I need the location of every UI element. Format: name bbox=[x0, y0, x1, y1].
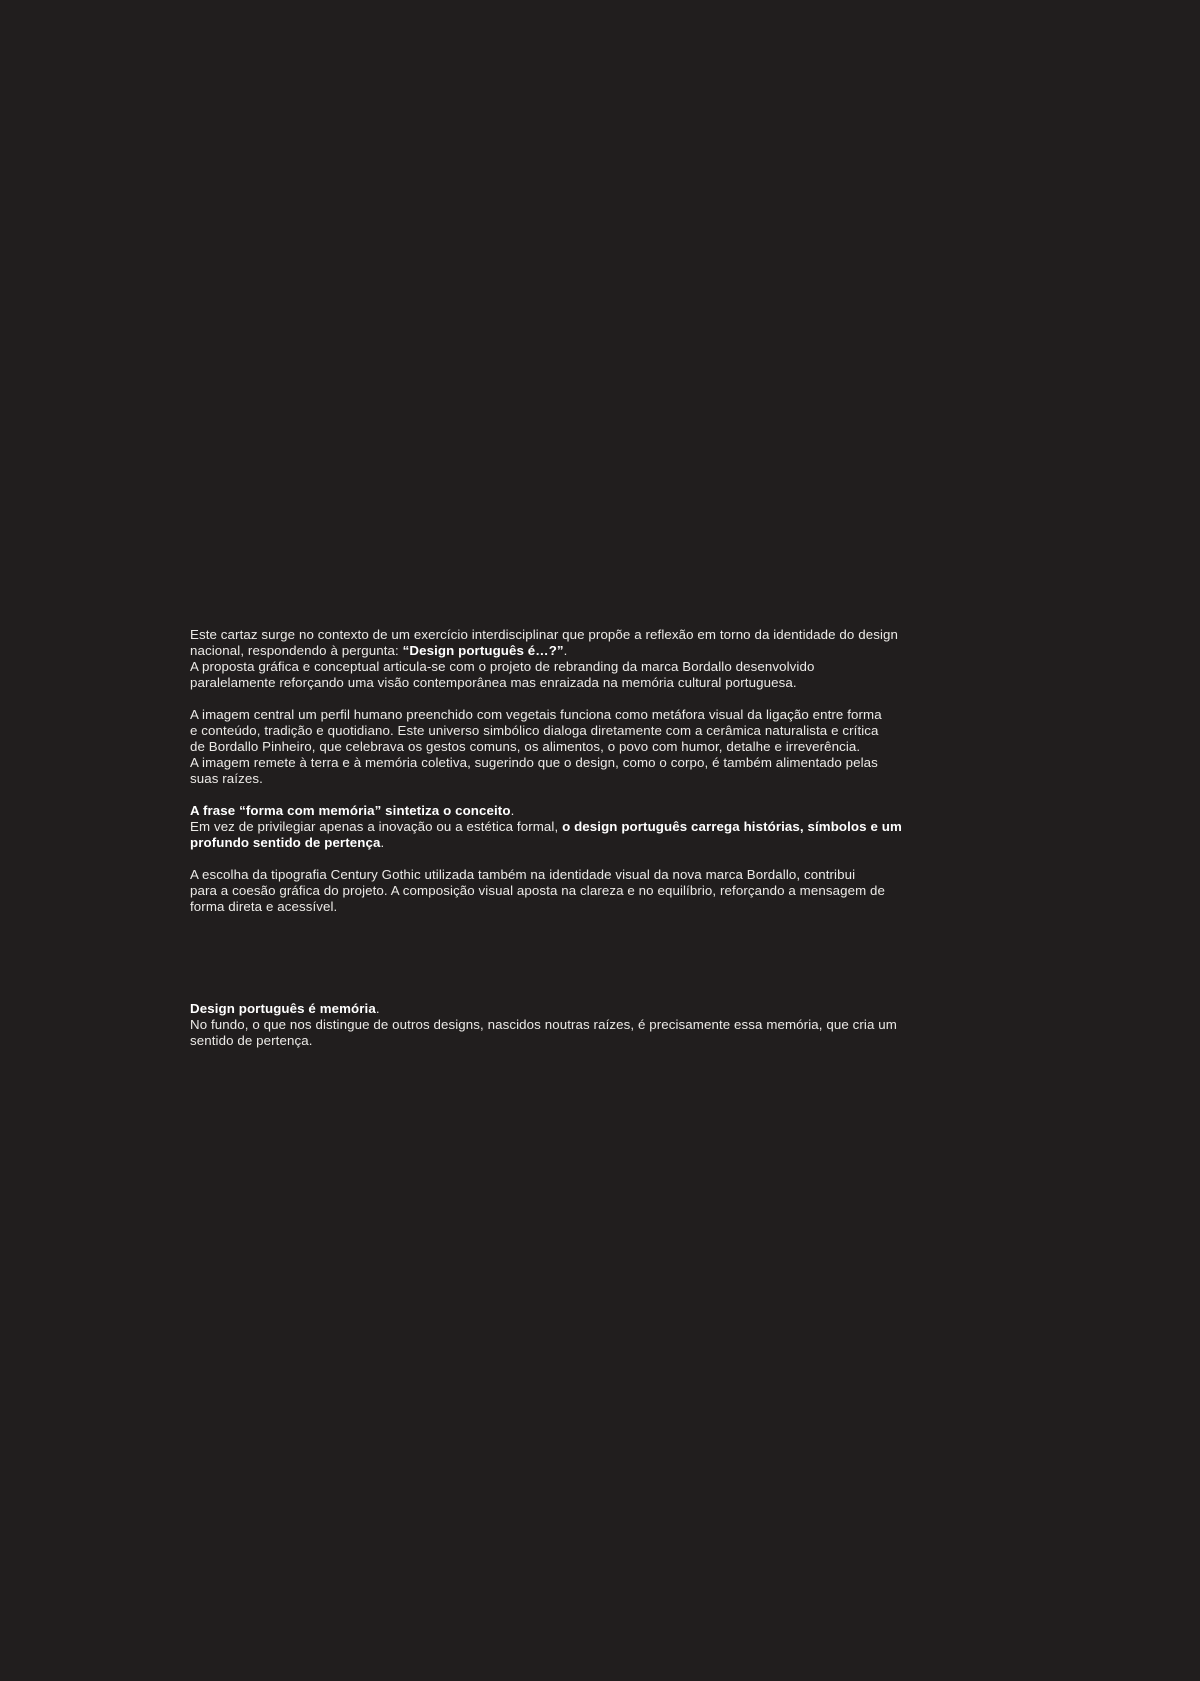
body-text: A imagem remete à terra e à memória coletiva, sugerindo que o design, como o corpo, é também alimentado pelas bbox=[190, 755, 878, 770]
body-text: para a coesão gráfica do projeto. A composição visual aposta na clareza e no equilíbrio, reforçando a mensagem de bbox=[190, 883, 886, 898]
body-text: . bbox=[563, 643, 568, 658]
body-text: suas raízes. bbox=[190, 771, 263, 786]
bold-concept-text: A frase “forma com memória” sintetiza o conceito bbox=[190, 803, 511, 818]
bold-statement-text: profundo sentido de pertença bbox=[190, 835, 381, 850]
body-text: Em vez de privilegiar apenas a inovação ou a estética formal, bbox=[190, 819, 563, 834]
paragraph-concept bbox=[190, 803, 950, 851]
poster-rationale-text-block bbox=[190, 627, 950, 1065]
body-text: A proposta gráfica e conceptual articula-se com o projeto de rebranding da marca Bordallo desenvolvido bbox=[190, 659, 815, 674]
paragraph-conclusion bbox=[190, 1001, 950, 1049]
body-text: . bbox=[510, 803, 515, 818]
bold-conclusion-text: Design português é memória bbox=[190, 1001, 376, 1016]
body-text: . bbox=[375, 1001, 380, 1016]
body-text: forma direta e acessível. bbox=[190, 899, 338, 914]
paragraph-typography bbox=[190, 867, 950, 915]
paragraph-context bbox=[190, 627, 950, 691]
body-text: No fundo, o que nos distingue de outros designs, nascidos noutras raízes, é precisamente essa memória, que cria um bbox=[190, 1017, 897, 1032]
bold-statement-text: o design português carrega histórias, símbolos e um bbox=[562, 819, 902, 834]
body-text: sentido de pertença. bbox=[190, 1033, 313, 1048]
bold-question-text: “Design português é…?” bbox=[402, 643, 564, 658]
body-text: paralelamente reforçando uma visão contemporânea mas enraizada na memória cultural portuguesa. bbox=[190, 675, 797, 690]
body-text: A imagem central um perfil humano preenchido com vegetais funciona como metáfora visual da ligação entre forma bbox=[190, 707, 882, 722]
body-text: . bbox=[380, 835, 385, 850]
body-text: A escolha da tipografia Century Gothic utilizada também na identidade visual da nova marca Bordallo, contribui bbox=[190, 867, 856, 882]
body-text: Este cartaz surge no contexto de um exercício interdisciplinar que propõe a reflexão em torno da identidade do design bbox=[190, 627, 898, 642]
paragraph-imagery bbox=[190, 707, 950, 787]
body-text: de Bordallo Pinheiro, que celebrava os gestos comuns, os alimentos, o povo com humor, detalhe e irreverência. bbox=[190, 739, 861, 754]
body-text: nacional, respondendo à pergunta: bbox=[190, 643, 403, 658]
body-text: e conteúdo, tradição e quotidiano. Este universo simbólico dialoga diretamente com a cerâmica naturalista e crítica bbox=[190, 723, 879, 738]
